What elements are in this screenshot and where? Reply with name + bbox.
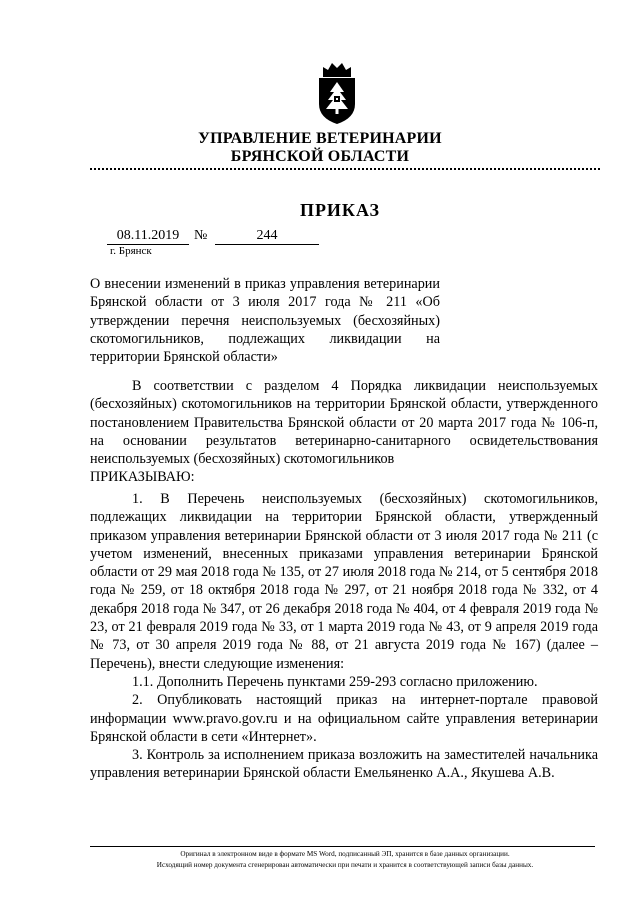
organization-name-line2: БРЯНСКОЙ ОБЛАСТИ [230, 148, 410, 165]
order-item-1: 1. В Перечень неиспользуемых (бесхозяйных) скотомогильников, подлежащих ликвидации на территории Брянской области, утвержденный приказом управления ветеринарии Брянской области от 3 июля 2017 года № 211 (с учетом изменений, внесенных приказами управления ветеринарии Брянской области от 29 мая 2018 года № 135, от 27 июля 2018 года № 214, от 5 сентября 2018 года № 259, от 18 октября 2018 года № 297, от 21 ноября 2018 года № 332, от 4 декабря 2018 года № 347, от 26 декабря 2018 года № 404, от 4 февраля 2019 года № 23, от 21 февраля 2019 года № 33, от 1 марта 2019 года № 43, от 9 апреля 2019 года № 73, от 30 апреля 2019 года № 88, от 21 августа 2019 года № 167) (далее – Перечень), внести следующие изменения: [90, 491, 598, 672]
document-title: ПРИКАЗ [299, 200, 381, 220]
preamble-block [90, 377, 598, 487]
footer-note-line1: Оригинал в электронном виде в формате MS Word, подписанный ЭП, хранится в базе данных организации. [180, 850, 510, 858]
footer-note-line2: Исходящий номер документа сгенерирован автоматически при печати и хранится в соответствующей записи базы данных. [156, 861, 534, 869]
number-sign: № [194, 228, 208, 243]
preamble-text: В соответствии с разделом 4 Порядка ликвидации неиспользуемых (бесхозяйных) скотомогильников на территории Брянской области, утвержденного постановлением Правительства Брянской области от 20 марта 2017 года № 106-п, на основании результатов ветеринарно-санитарного освидетельствования неиспользуемых (бесхозяйных) скотомогильников [90, 378, 598, 468]
footer-divider [90, 846, 595, 847]
document-city: г. Брянск [110, 245, 152, 257]
coat-of-arms-emblem [315, 60, 359, 126]
document-subject: О внесении изменений в приказ управления ветеринарии Брянской области от 3 июля 2017 года № 211 «Об утверждении перечня неиспользуемых (бесхозяйных) скотомогильников, подлежащих ликвидации на территории Брянской области» [90, 276, 440, 366]
order-word: ПРИКАЗЫВАЮ: [90, 469, 195, 486]
order-item-2: 2. Опубликовать настоящий приказ на интернет-портале правовой информации www.pravo.gov.ru и на официальном сайте управления ветеринарии Брянской области в сети «Интернет». [90, 692, 598, 745]
document-date: 08.11.2019 [107, 228, 189, 245]
order-item-3: 3. Контроль за исполнением приказа возложить на заместителей начальника управления ветеринарии Брянской области Емельяненко А.А., Якушева А.В. [90, 747, 598, 782]
organization-name-line1: УПРАВЛЕНИЕ ВЕТЕРИНАРИИ [198, 130, 442, 147]
document-number: 244 [215, 228, 319, 245]
order-item-1-1: 1.1. Дополнить Перечень пунктами 259-293 согласно приложению. [132, 673, 538, 690]
order-items-block [90, 490, 598, 783]
header-dotted-divider [90, 168, 600, 170]
